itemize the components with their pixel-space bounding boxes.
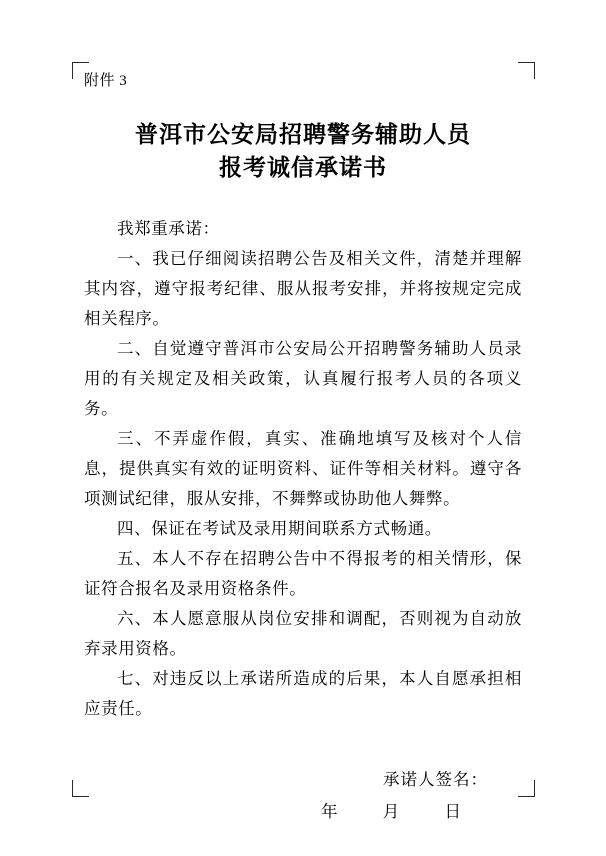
document-body	[84, 214, 522, 724]
pledge-item-1: 一、我已仔细阅读招聘公告及相关文件，清楚并理解其内容，遵守报考纪律、服从报考安排，并将按规定完成相关程序。	[84, 249, 522, 328]
pledge-item-6: 六、本人愿意服从岗位安排和调配，否则视为自动放弃录用资格。	[84, 609, 522, 658]
page-title	[84, 118, 522, 184]
opening-statement: 我郑重承诺：	[117, 219, 220, 238]
pledge-item-4: 四、保证在考试及录用期间联系方式畅通。	[117, 519, 442, 538]
title-line-2: 报考诚信承诺书	[219, 155, 387, 180]
date-month-label: 月	[382, 802, 401, 821]
title-line-1: 普洱市公安局招聘警务辅助人员	[135, 122, 471, 147]
pledge-item-2: 二、自觉遵守普洱市公安局公开招聘警务辅助人员录用的有关规定及相关政策，认真履行报考人员的各项义务。	[84, 339, 522, 418]
signature-block	[84, 764, 522, 828]
date-line	[84, 796, 488, 828]
attachment-label: 附件 3	[84, 73, 128, 89]
date-year-label: 年	[321, 802, 339, 821]
signature-label: 承诺人签名：	[383, 770, 488, 789]
pledge-item-3: 三、不弄虚作假，真实、准确地填写及核对个人信息，提供真实有效的证明资料、证件等相关材料。遵守各项测试纪律，服从安排，不舞弊或协助他人舞弊。	[84, 429, 522, 508]
pledge-item-5: 五、本人不存在招聘公告中不得报考的相关情形，保证符合报名及录用资格条件。	[84, 549, 522, 598]
date-day-label: 日	[444, 802, 462, 821]
document-content	[84, 70, 522, 828]
pledge-item-7: 七、对违反以上承诺所造成的后果，本人自愿承担相应责任。	[84, 669, 522, 718]
